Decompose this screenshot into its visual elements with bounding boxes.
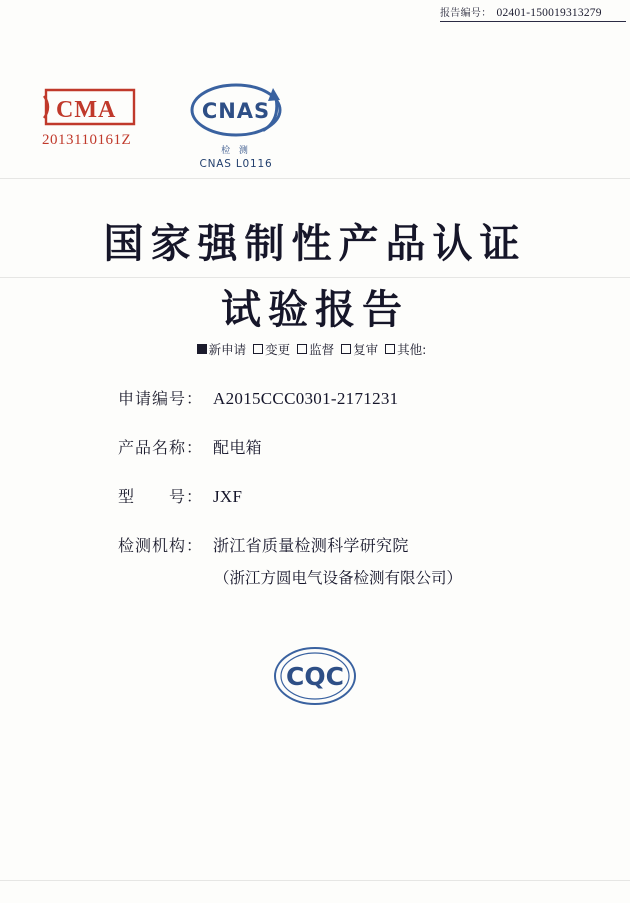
checkbox-option-4[interactable] [385, 340, 426, 358]
checkbox-option-2[interactable] [297, 340, 334, 358]
field-model [0, 484, 630, 507]
report-number-label: 报告编号： [440, 8, 492, 19]
report-number [440, 4, 626, 22]
svg-text:CQC: CQC [286, 662, 344, 691]
cma-code: 2013110161Z [42, 132, 132, 148]
checkbox-label: 其他: [397, 342, 427, 357]
field-label: 型 号： [118, 487, 204, 506]
field-label: 申请编号： [118, 389, 204, 408]
field-label: 产品名称： [118, 438, 204, 457]
cnas-logo-icon [176, 80, 296, 151]
checkbox-option-3[interactable] [341, 340, 378, 358]
report-number-value: 02401-150019313279 [496, 7, 602, 19]
application-type-checkboxes [0, 340, 630, 358]
cma-mark [42, 88, 152, 149]
cnas-mark [176, 80, 296, 170]
checkbox-box-icon[interactable] [197, 344, 207, 354]
cnas-code: CNAS L0116 [199, 158, 273, 170]
field-testing-organization [0, 533, 630, 556]
cma-logo-icon [42, 88, 138, 126]
checkbox-box-icon[interactable] [341, 344, 351, 354]
field-product-name [0, 435, 630, 458]
fold-line-bottom [0, 880, 630, 881]
checkbox-option-1[interactable] [253, 340, 290, 358]
report-fields [0, 386, 630, 612]
field-application-number [0, 386, 630, 409]
checkbox-label: 复审 [353, 342, 379, 357]
page-title-line1: 国家强制性产品认证 [103, 220, 527, 267]
field-testing-organization-sub: （浙江方圆电气设备检测有限公司） [214, 569, 463, 587]
cqc-logo-icon [262, 640, 368, 712]
svg-text:CNAS: CNAS [201, 99, 271, 123]
checkbox-label: 监督 [309, 342, 335, 357]
field-label: 检测机构： [118, 536, 204, 555]
checkbox-label: 变更 [265, 342, 291, 357]
field-value: 配电箱 [213, 438, 262, 457]
fold-line-top [0, 178, 630, 179]
checkbox-box-icon[interactable] [385, 344, 395, 354]
field-value: 浙江省质量检测科学研究院 [213, 536, 409, 555]
checkbox-box-icon[interactable] [297, 344, 307, 354]
field-value: JXF [213, 487, 243, 506]
checkbox-box-icon[interactable] [253, 344, 263, 354]
checkbox-label: 新申请 [208, 342, 247, 357]
svg-text:CMA: CMA [56, 97, 117, 123]
checkbox-option-0[interactable] [197, 340, 247, 358]
page-title-line2: 试验报告 [221, 286, 409, 333]
field-value: A2015CCC0301-2171231 [213, 389, 399, 408]
cnas-subtitle: 检 测 [221, 146, 251, 156]
